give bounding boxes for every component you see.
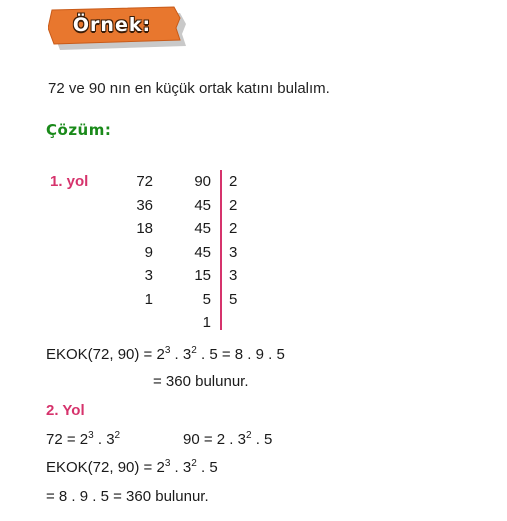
table-cell-a: 72 <box>136 173 153 190</box>
method1-title: 1. yol <box>50 173 89 190</box>
table-cell-a: 9 <box>144 243 153 261</box>
table-cell-a: 1 <box>144 290 153 308</box>
table-cell-divisor: 5 <box>229 290 238 308</box>
method2-result-line: = 8 . 9 . 5 = 360 bulunur. <box>46 488 209 505</box>
table-cell-divisor: 3 <box>229 267 238 284</box>
table-cell-b: 45 <box>194 220 211 237</box>
table-cell-divisor: 2 <box>229 173 238 190</box>
table-cell-divisor: 3 <box>229 243 238 261</box>
method2-title: 2. Yol <box>46 402 85 419</box>
method1-result-line1: EKOK(72, $90) = 2^3$ . $3^2$ . 5 = 8 . 9 . 5 <box>46 345 285 363</box>
method2-factor-72: $72 = 2^3$ . $3^2$ <box>46 430 121 448</box>
table-cell-divisor: 2 <box>229 196 238 214</box>
table-cell-divisor: 2 <box>229 220 238 237</box>
table-cell-b: 45 <box>194 196 211 214</box>
table-cell-a: 3 <box>144 267 153 284</box>
table-cell-a: 36 <box>136 196 153 214</box>
method1-result-line2: = 360 bulunur. <box>153 373 249 390</box>
table-cell-a: 18 <box>136 220 153 237</box>
table-cell-b: 1 <box>202 314 211 331</box>
problem-text: 72 ve 90 nın en küçük ortak katını bulalım. <box>48 80 330 97</box>
solution-heading: Çözüm: <box>46 121 112 139</box>
table-cell-b: 90 <box>194 173 211 190</box>
example-banner <box>48 6 186 50</box>
method2-factor-90: 90 = 2 . $3^2$ . 5 <box>183 430 273 448</box>
method2-ekok-line: EKOK(72, $90) = 2^3$ . $3^2$ . 5 <box>46 458 218 476</box>
table-cell-b: 5 <box>202 290 211 308</box>
table-cell-b: 15 <box>194 267 211 284</box>
table-cell-b: 45 <box>194 243 211 261</box>
division-divider <box>220 170 222 330</box>
banner-label: Örnek: <box>72 14 152 36</box>
